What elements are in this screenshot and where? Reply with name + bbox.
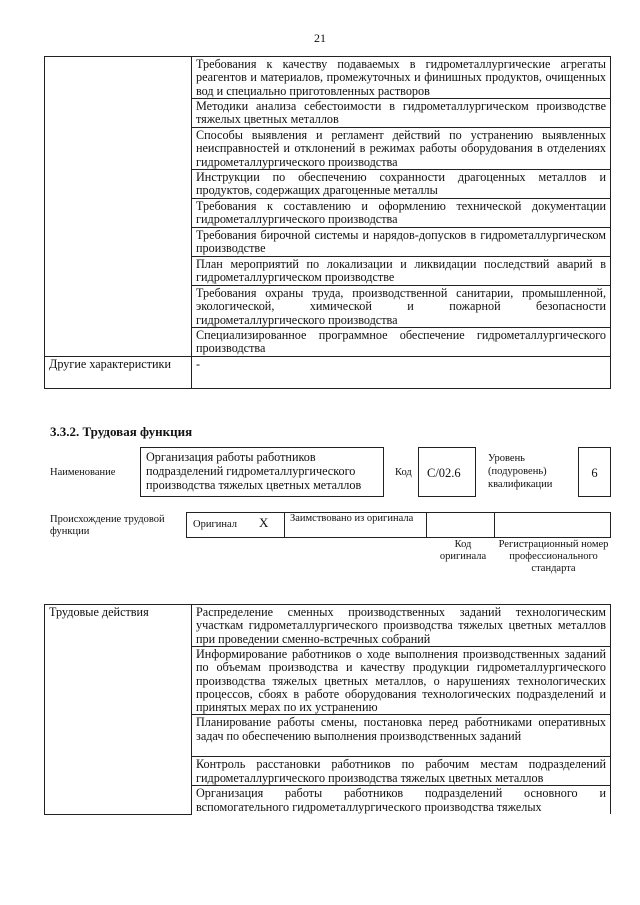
labor-action-row: Организация работы работников подразделений основного и вспомогательного гидрометаллургического производства тяжелых (192, 786, 611, 815)
function-name-box: Организация работы работников подразделений гидрометаллургического производства тяжелых цветных металлов (140, 447, 384, 497)
code-original-label: Код оригинала (439, 539, 487, 562)
labor-action-row: Информирование работников о ходе выполнения производственных заданий по объемам производства и качеству продукции гидрометаллургического производства тяжелых цветных металлов, о нарушениях технологических процессов, сбоях в работе оборудования технологических подразделений и принятых мерах по их устранению (192, 647, 611, 715)
section-title: 3.3.2. Трудовая функция (50, 424, 193, 439)
requirement-row: Методики анализа себестоимости в гидрометаллургическом производстве тяжелых цветных металлов (192, 99, 611, 128)
page-number: 21 (314, 31, 326, 45)
name-label: Наименование (50, 467, 116, 478)
other-characteristics-label: Другие характеристики (45, 357, 192, 389)
original-checkmark: Х (259, 515, 269, 530)
requirement-row: Требования бирочной системы и нарядов-допусков в гидрометаллургическом производстве (192, 228, 611, 257)
labor-action-row: Контроль расстановки работников по рабочим местам подразделений гидрометаллургического производства тяжелых цветных металлов (192, 757, 611, 786)
requirements-table (44, 56, 611, 389)
labor-action-row: Планирование работы смены, постановка перед работниками оперативных задач по обеспечению выполнения производственных заданий (192, 715, 611, 757)
borrowed-label: Заимствовано из оригинала (290, 513, 414, 524)
qualification-level-box: 6 (578, 447, 611, 497)
requirement-row: Требования к составлению и оформлению технической документации гидрометаллургического производства (192, 199, 611, 228)
requirement-row: Требования охраны труда, производственной санитарии, промышленной, экологической, химической и пожарной безопасности гидрометаллургического производства (192, 286, 611, 328)
labor-actions-label: Трудовые действия (45, 605, 192, 815)
requirement-row: План мероприятий по локализации и ликвидации последствий аварий в гидрометаллургическом производстве (192, 257, 611, 286)
requirements-label-cell (45, 57, 192, 357)
labor-action-row: Распределение сменных производственных заданий технологическим участкам гидрометаллургического производства тяжелых цветных металлов при проведении сменно-встречных собраний (192, 605, 611, 647)
code-label: Код (395, 467, 412, 478)
requirement-row: Способы выявления и регламент действий по устранению выявленных неисправностей и отклонений в режимах работы оборудования в отделениях гидрометаллургического производства (192, 128, 611, 170)
requirement-row: Инструкции по обеспечению сохранности драгоценных металлов и продуктов, содержащих драгоценные металлы (192, 170, 611, 199)
origin-label: Происхождение трудовой функции (50, 514, 165, 537)
original-label: Оригинал (193, 519, 237, 530)
qualification-level-label: Уровень (подуровень) квалификации (488, 453, 553, 490)
requirement-row: Требования к качеству подаваемых в гидрометаллургические агрегаты реагентов и материалов, промежуточных и финишных продуктов, очищенных вод и специально приготовленных растворов (192, 57, 611, 99)
other-characteristics-value: - (192, 357, 611, 389)
code-value-box: С/02.6 (418, 447, 476, 497)
registration-number-label: Регистрационный номер профессионального стандарта (498, 539, 609, 574)
requirement-row: Специализированное программное обеспечение гидрометаллургического производства (192, 328, 611, 357)
labor-actions-table (44, 604, 611, 815)
